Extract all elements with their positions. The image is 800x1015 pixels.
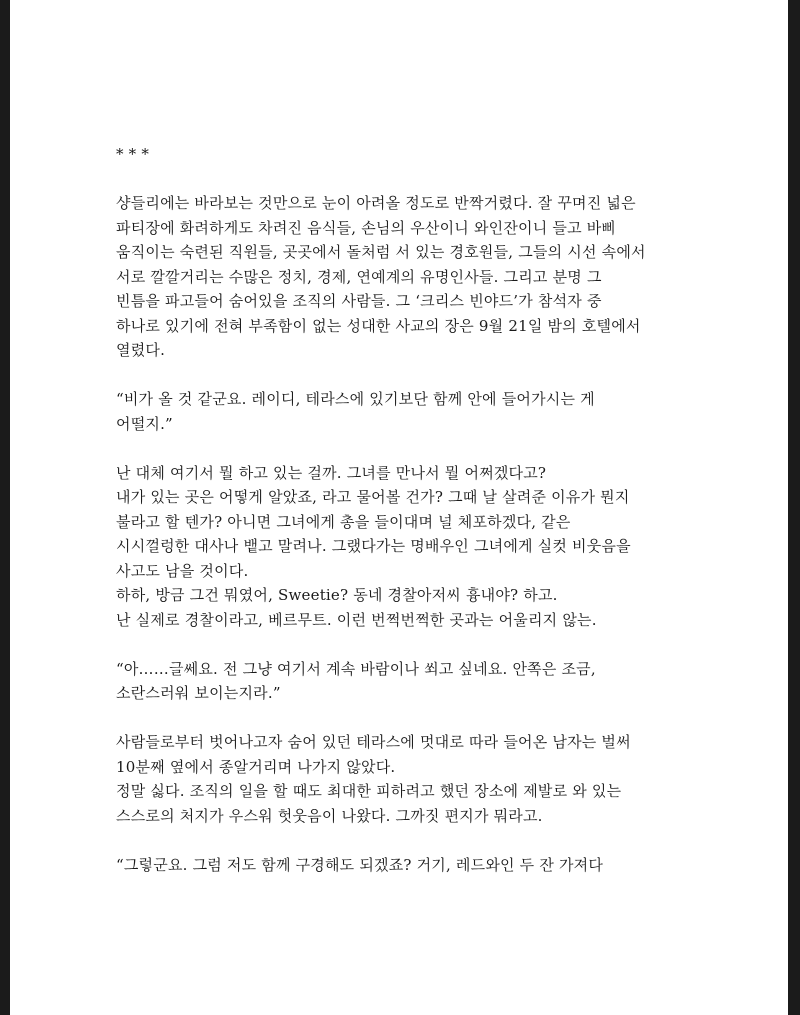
dialogue-line: “아……글쎄요. 전 그냥 여기서 계속 바람이나 쐬고 싶네요. 안쪽은 조금, <box>116 659 596 678</box>
document-text <box>116 142 716 877</box>
dialogue-line: “그렇군요. 그럼 저도 함께 구경해도 되겠죠? 거기, 레드와인 두 잔 가져다 <box>116 855 604 874</box>
text-line: 내가 있는 곳은 어떻게 알았죠, 라고 물어볼 건가? 그때 날 살려준 이유가 뭔지 <box>116 488 630 506</box>
text-line: 샹들리에는 바라보는 것만으로 눈이 아려올 정도로 반짝거렸다. 잘 꾸며진 넓은 <box>116 194 636 212</box>
text-line: 시시껄렁한 대사나 뱉고 말려나. 그랬다가는 명배우인 그녀에게 실컷 비웃음을 <box>116 537 631 555</box>
text-line: 10분째 옆에서 종알거리며 나가지 않았다. <box>116 757 396 776</box>
dialogue-line: 소란스러워 보이는지라.” <box>116 684 281 702</box>
dialogue-line: 어떨지.” <box>116 414 173 433</box>
blank-line <box>116 632 716 657</box>
text-line: 서로 깔깔거리는 수많은 정치, 경제, 연예계의 유명인사들. 그리고 분명 그 <box>116 267 602 286</box>
text-line: 사람들로부터 벗어나고자 숨어 있던 테라스에 멋대로 따라 들어온 남자는 벌써 <box>116 733 631 751</box>
text-line: 하하, 방금 그건 뭐였어, Sweetie? 동네 경찰아저씨 흉내야? 하고. <box>116 586 558 604</box>
text-line: 난 실제로 경찰이라고, 베르무트. 이런 번쩍번쩍한 곳과는 어울리지 않는. <box>116 610 597 629</box>
scene-break: * * * <box>116 145 150 163</box>
text-line: 빈틈을 파고들어 숨어있을 조직의 사람들. 그 ‘크리스 빈야드’가 참석자 중 <box>116 292 602 310</box>
text-line: 불라고 할 텐가? 아니면 그녀에게 총을 들이대며 널 체포하겠다, 같은 <box>116 512 571 531</box>
dialogue-line: “비가 올 것 같군요. 레이디, 테라스에 있기보단 함께 안에 들어가시는 게 <box>116 390 595 408</box>
text-line: 스스로의 처지가 우스워 헛웃음이 나왔다. 그까짓 편지가 뭐라고. <box>116 806 543 825</box>
text-line: 파티장에 화려하게도 차려진 음식들, 손님의 우산이니 와인잔이니 들고 바삐 <box>116 218 617 237</box>
blank-line <box>116 167 716 192</box>
text-line: 정말 싫다. 조직의 일을 할 때도 최대한 피하려고 했던 장소에 제발로 와 있는 <box>116 782 622 800</box>
document-page <box>10 0 788 1015</box>
text-line: 움직이는 숙련된 직원들, 곳곳에서 돌처럼 서 있는 경호원들, 그들의 시선 속에서 <box>116 243 646 261</box>
text-line: 하나로 있기에 전혀 부족함이 없는 성대한 사교의 장은 9월 21일 밤의 호텔에서 <box>116 316 641 335</box>
blank-line <box>116 363 716 388</box>
text-line: 사고도 남을 것이다. <box>116 561 249 580</box>
blank-line <box>116 828 716 853</box>
blank-line <box>116 706 716 731</box>
text-line: 열렸다. <box>116 341 166 359</box>
blank-line <box>116 436 716 461</box>
text-line: 난 대체 여기서 뭘 하고 있는 걸까. 그녀를 만나서 뭘 어쩌겠다고? <box>116 463 547 482</box>
